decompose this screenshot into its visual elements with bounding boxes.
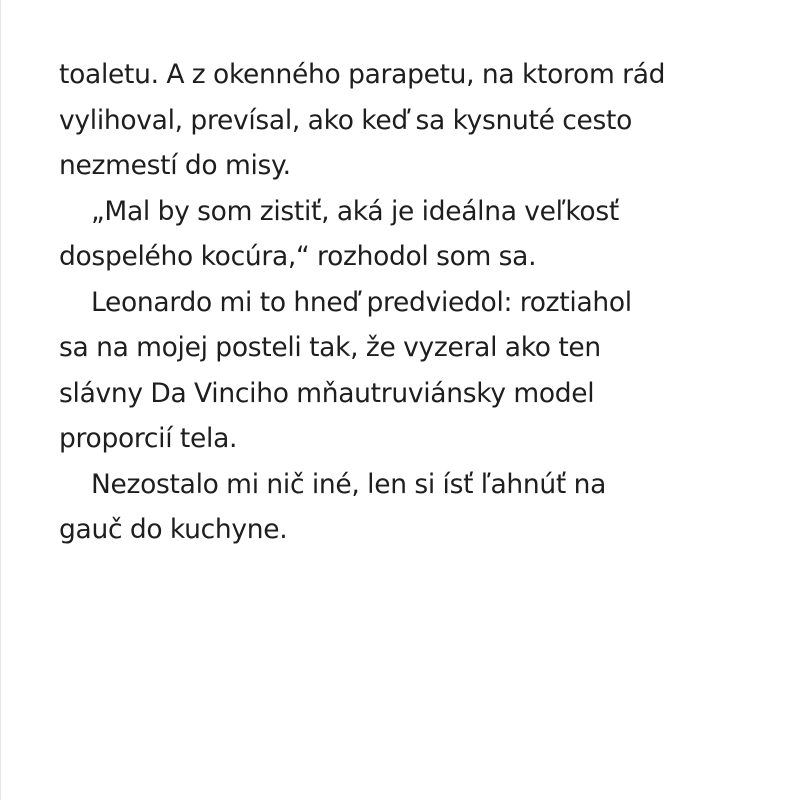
text-line-indented: Nezostalo mi nič iné, len si ísť ľahnúť na	[91, 468, 607, 500]
text-line: gauč do kuchyne.	[59, 514, 288, 545]
text-line: nezmestí do misy.	[59, 150, 291, 181]
text-line-indented: Leonardo mi to hneď predviedol: roztiahol	[91, 286, 632, 318]
text-line: toaletu. A z okenného parapetu, na ktorom rád	[59, 59, 666, 90]
text-line: slávny Da Vinciho mňautruviánsky model	[59, 377, 595, 409]
text-line: proporcií tela.	[59, 423, 238, 454]
text-line-indented: „Mal by som zistiť, aká je ideálna veľkosť	[91, 195, 619, 227]
text-line: dospelého kocúra,“ rozhodol som sa.	[59, 241, 537, 272]
text-line: sa na mojej posteli tak, že vyzeral ako ten	[59, 332, 601, 363]
text-line: vylihoval, prevísal, ako keď sa kysnuté cesto	[59, 104, 633, 136]
body-text	[59, 52, 779, 553]
